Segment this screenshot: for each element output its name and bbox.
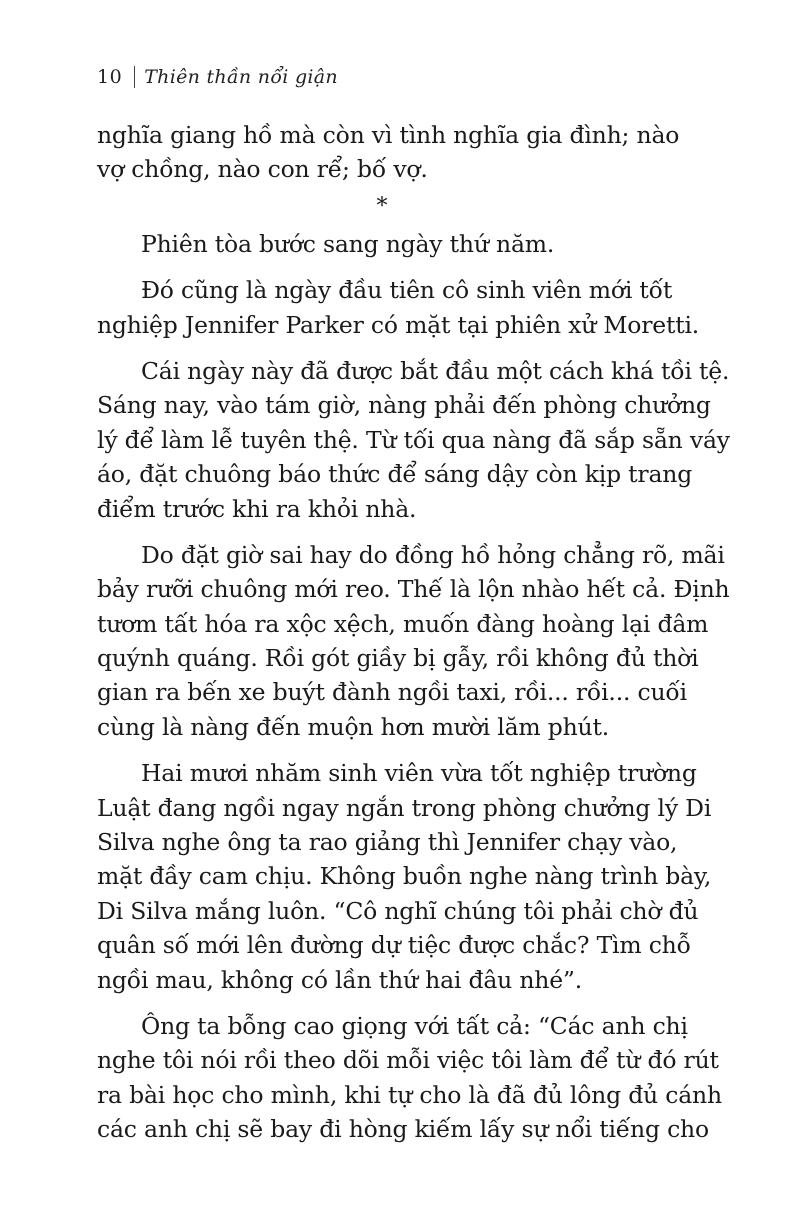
paragraph <box>97 227 667 261</box>
text-line: Luật đang ngồi ngay ngắn trong phòng chưởng lý Di <box>97 793 712 822</box>
page-number: 10 <box>97 66 123 88</box>
text-line: Di Silva mắng luôn. “Cô nghĩ chúng tôi phải chờ đủ <box>97 896 699 925</box>
text-line: Do đặt giờ sai hay do đồng hồ hỏng chẳng rõ, mãi <box>141 540 725 569</box>
text-line: ngồi mau, không có lần thứ hai đâu nhé”. <box>97 965 583 994</box>
paragraph <box>97 354 730 526</box>
text-line: các anh chị sẽ bay đi hòng kiếm lấy sự nổi tiếng cho <box>97 1115 709 1144</box>
text-line: Silva nghe ông ta rao giảng thì Jennifer chạy vào, <box>97 828 678 857</box>
paragraph <box>97 1009 722 1147</box>
text-line: quân số mới lên đường dự tiệc được chắc? Tìm chỗ <box>97 931 691 960</box>
text-line: tươm tất hóa ra xộc xệch, muốn đàng hoàng lại đâm <box>97 609 709 638</box>
paragraph <box>97 538 730 744</box>
text-line: Ông ta bỗng cao giọng với tất cả: “Các anh chị <box>141 1011 688 1040</box>
text-line: Sáng nay, vào tám giờ, nàng phải đến phòng chưởng <box>97 391 711 420</box>
text-line: nghiệp Jennifer Parker có mặt tại phiên xử Moretti. <box>97 310 700 339</box>
text-line: gian ra bến xe buýt đành ngồi taxi, rồi... rồi... cuối <box>97 678 687 707</box>
text-line: mặt đầy cam chịu. Không buồn nghe nàng trình bày, <box>97 862 712 891</box>
text-line: bảy rưỡi chuông mới reo. Thế là lộn nhào hết cả. Định <box>97 575 730 604</box>
body-text <box>97 118 730 1147</box>
text-line: lý để làm lễ tuyên thệ. Từ tối qua nàng đã sắp sẵn váy <box>97 425 730 454</box>
text-line: nghe tôi nói rồi theo dõi mỗi việc tôi làm để từ đó rút <box>97 1046 719 1075</box>
section-separator: * <box>376 193 388 219</box>
text-line: điểm trước khi ra khỏi nhà. <box>97 494 417 523</box>
header-divider <box>134 66 135 88</box>
text-line: Cái ngày này đã được bắt đầu một cách khá tồi tệ. <box>141 356 730 385</box>
text-line: áo, đặt chuông báo thức để sáng dậy còn kịp trang <box>97 460 693 489</box>
text-line: vợ chồng, nào con rể; bố vợ. <box>97 155 428 184</box>
text-line: Đó cũng là ngày đầu tiên cô sinh viên mới tốt <box>141 276 673 305</box>
paragraph-continuation <box>97 118 680 187</box>
text-line: cùng là nàng đến muộn hơn mười lăm phút. <box>97 712 609 741</box>
book-title: Thiên thần nổi giận <box>144 66 338 88</box>
text-line: quýnh quáng. Rồi gót giầy bị gẫy, rồi không đủ thời <box>97 644 699 673</box>
text-line: Hai mươi nhăm sinh viên vừa tốt nghiệp trường <box>141 759 697 788</box>
running-header <box>97 62 338 92</box>
text-line: ra bài học cho mình, khi tự cho là đã đủ lông đủ cánh <box>97 1080 722 1109</box>
paragraph <box>97 756 712 997</box>
text-line: Phiên tòa bước sang ngày thứ năm. <box>141 229 555 258</box>
paragraph <box>97 273 700 342</box>
text-line: nghĩa giang hồ mà còn vì tình nghĩa gia đình; nào <box>97 121 680 149</box>
